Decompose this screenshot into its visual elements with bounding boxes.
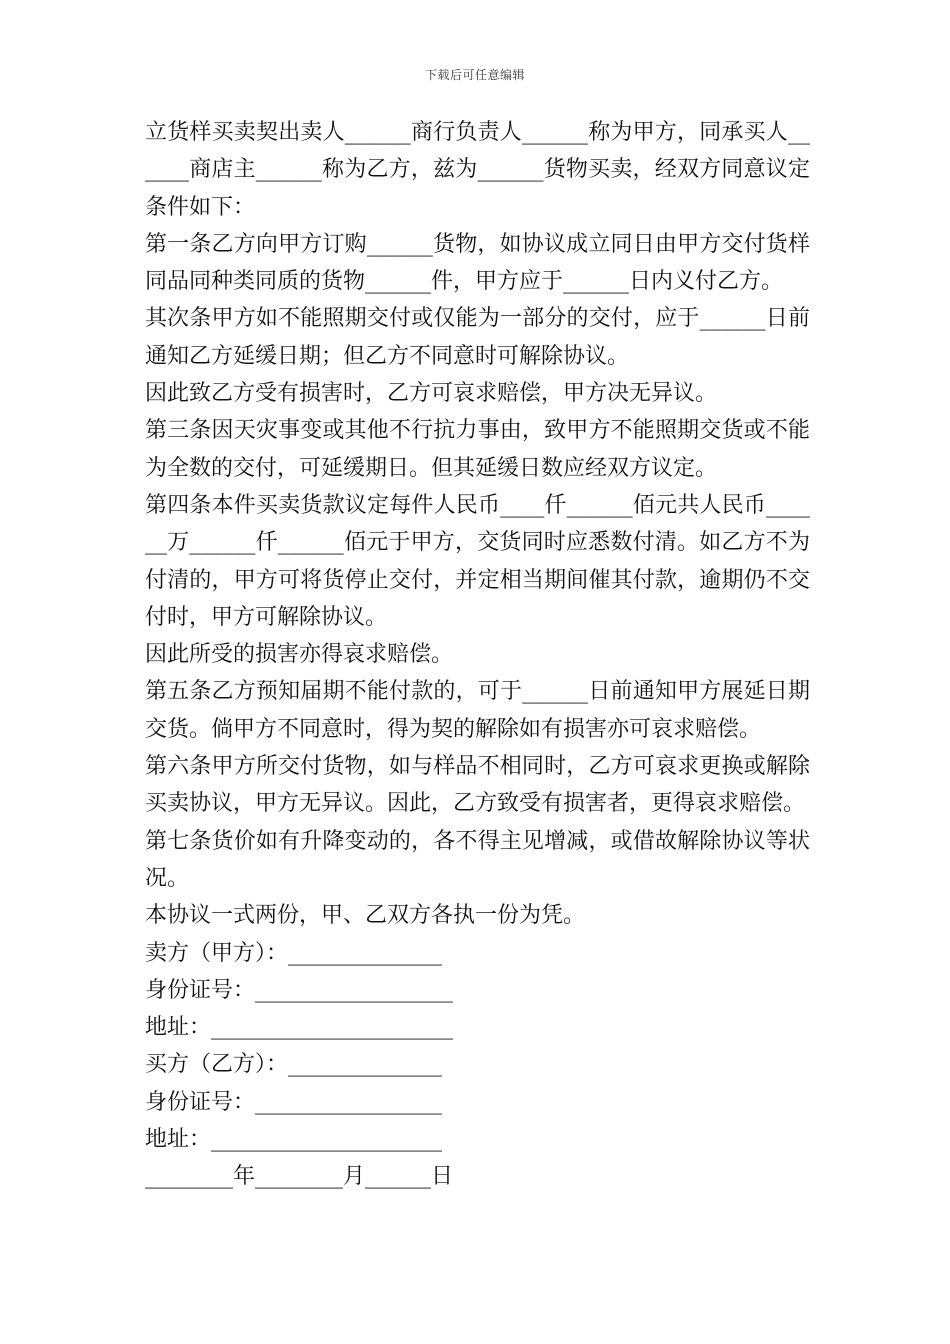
article-5: 第五条乙方预知届期不能付款的，可于______日前通知甲方展延日期交货。倘甲方不同意时，得为契的解除如有损害亦可哀求赔偿。 xyxy=(145,679,810,742)
buyer-id-line: 身份证号：_________________ xyxy=(145,1089,443,1115)
article-6: 第六条甲方所交付货物，如与样品不相同时，乙方可哀求更换或解除买卖协议，甲方无异议。因此，乙方致受有损害者，更得哀求赔偿。 xyxy=(145,754,810,817)
copies-clause: 本协议一式两份，甲、乙双方各执一份为凭。 xyxy=(145,903,586,929)
article-3: 第三条因天灾事变或其他不行抗力事由，致甲方不能照期交货或不能为全数的交付，可延缓期日。但其延缓日数应经双方议定。 xyxy=(145,418,810,481)
date-line: ________年________月______日 xyxy=(145,1164,454,1190)
article-7: 第七条货价如有升降变动的，各不得主见增减，或借故解除协议等状况。 xyxy=(145,828,810,891)
article-4: 第四条本件买卖货款议定每件人民币____仟______佰元共人民币______万______仟______佰元于甲方，交货同时应悉数付清。如乙方不为付清的，甲方可将货停止交付，并定相当期间催其付款，逾期仍不交付时，甲方可解除协议。 xyxy=(145,492,810,630)
article-2-continuation: 因此致乙方受有损害时，乙方可哀求赔偿，甲方决无异议。 xyxy=(145,381,718,407)
buyer-signature-line: 买方（乙方）：______________ xyxy=(145,1052,443,1078)
seller-id-line: 身份证号：__________________ xyxy=(145,977,454,1003)
article-4-continuation: 因此所受的损害亦得哀求赔偿。 xyxy=(145,642,454,668)
buyer-address-line: 地址：_____________________ xyxy=(145,1127,443,1153)
contract-preamble: 立货样买卖契出卖人______商行负责人______称为甲方，同承买人______商店主______称为乙方，兹为______货物买卖，经双方同意议定条件如下： xyxy=(145,120,810,220)
seller-address-line: 地址：______________________ xyxy=(145,1015,454,1041)
article-2: 其次条甲方如不能照期交付或仅能为一部分的交付，应于______日前通知乙方延缓日期；但乙方不同意时可解除协议。 xyxy=(145,306,810,369)
seller-signature-line: 卖方（甲方）：______________ xyxy=(145,940,443,966)
header-note: 下载后可任意编辑 xyxy=(424,68,525,82)
article-1: 第一条乙方向甲方订购______货物，如协议成立同日由甲方交付货样同品同种类同质的货物______件，甲方应于______日内义付乙方。 xyxy=(145,231,810,295)
contract-body xyxy=(145,114,810,1196)
